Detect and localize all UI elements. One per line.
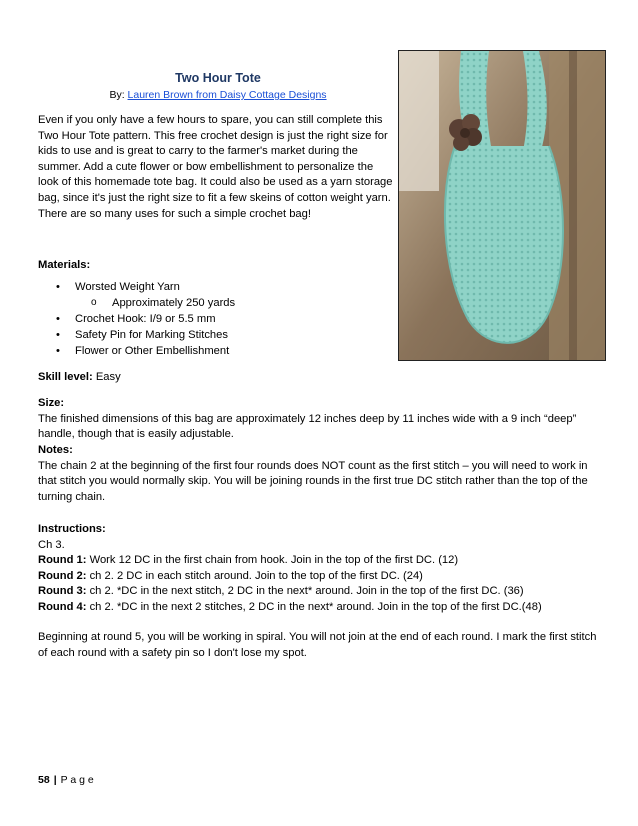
round-text: ch 2. 2 DC in each stitch around. Join to the top of the first DC. (24): [86, 569, 423, 582]
list-item-text: Safety Pin for Marking Stitches: [75, 329, 228, 341]
round-text: ch 2. *DC in the next stitch, 2 DC in the next* around. Join in the top of the first DC. (36): [86, 585, 524, 598]
list-item: [52, 295, 235, 311]
bullet: •: [56, 281, 60, 293]
sub-bullet: o: [91, 297, 97, 308]
page-label: P a g e: [60, 774, 94, 786]
page-footer: [38, 774, 94, 786]
materials-heading: Materials:: [38, 259, 91, 271]
skill-label: Skill level:: [38, 371, 93, 383]
intro-paragraph: Even if you only have a few hours to spare, you can still complete this Two Hour Tote pattern. This free crochet design is just the right size for kids to use and is great to carry to the farmer's market during the summer. Add a cute flower or bow embellishment to personalize the look of this homemade tote bag. It could also be used as a yarn storage bag, since it's just the right size to fit a few skeins of cotton weight yarn. There are so many uses for such a simple crochet bag!: [38, 114, 393, 220]
round-label: Round 4:: [38, 600, 87, 613]
list-item: [52, 327, 235, 343]
instructions-section: [38, 522, 603, 616]
footer-separator: |: [53, 774, 57, 786]
skill-value: Easy: [92, 371, 121, 383]
spiral-paragraph: Beginning at round 5, you will be working in spiral. You will not join at the end of each round. I mark the first stitch of each round with a safety pin so I don't lose my spot.: [38, 631, 597, 659]
round-line: [38, 600, 603, 616]
list-item: [52, 279, 235, 295]
round-label: Round 2:: [38, 569, 87, 582]
list-item-text: Crochet Hook: I/9 or 5.5 mm: [75, 313, 216, 325]
bullet: •: [56, 313, 60, 325]
size-text: The finished dimensions of this bag are approximately 12 inches deep by 11 inches wide with a 9 inch “deep” handle, though that is easily adjustable.: [38, 412, 577, 441]
byline: [38, 89, 398, 101]
size-section: [38, 396, 603, 443]
notes-heading: Notes:: [38, 444, 73, 456]
list-item-text: Flower or Other Embellishment: [75, 345, 230, 357]
round-line: [38, 553, 603, 569]
byline-prefix: By:: [109, 89, 128, 101]
round-line: [38, 569, 603, 585]
author-link[interactable]: Lauren Brown from Daisy Cottage Designs: [127, 89, 327, 101]
list-item-text: Approximately 250 yards: [112, 297, 236, 309]
instructions-heading: Instructions:: [38, 523, 106, 535]
round-label: Round 1:: [38, 554, 87, 567]
list-item: [52, 343, 235, 359]
list-item-text: Worsted Weight Yarn: [75, 281, 180, 293]
notes-text: The chain 2 at the beginning of the first four rounds does NOT count as the first stitch – you will need to work in that stitch you would normally skip. You will be joining rounds in the first true DC stitch rather than the top of the turning chain.: [38, 459, 588, 503]
notes-section: [38, 443, 603, 505]
bullet: •: [56, 345, 60, 357]
bullet: •: [56, 329, 60, 341]
materials-list: [52, 279, 235, 359]
size-heading: Size:: [38, 397, 65, 409]
list-item: [52, 311, 235, 327]
pattern-title: Two Hour Tote: [175, 71, 261, 85]
tote-bag-photo: [398, 50, 606, 361]
skill-level: [38, 370, 121, 386]
round-label: Round 3:: [38, 585, 87, 598]
round-text: ch 2. *DC in the next 2 stitches, 2 DC in the next* around. Join in the top of the first DC.(48): [86, 600, 542, 613]
round-text: Work 12 DC in the first chain from hook. Join in the top of the first DC. (12): [86, 554, 459, 567]
instructions-start: Ch 3.: [38, 538, 65, 551]
tote-bag-illustration: [399, 51, 605, 360]
round-line: [38, 584, 603, 600]
page-number: 58: [38, 774, 50, 786]
